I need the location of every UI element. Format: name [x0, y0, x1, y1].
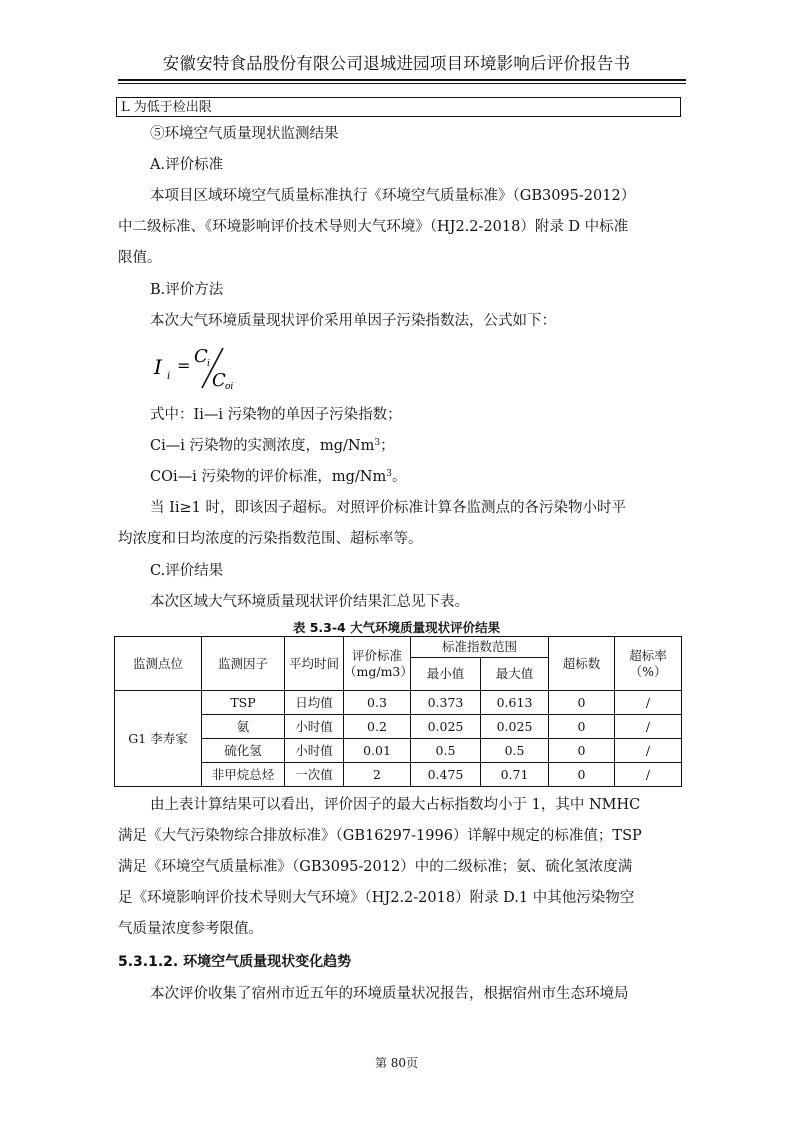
header-site: 监测点位: [115, 637, 202, 691]
exceed-count-cell: 0: [549, 715, 615, 739]
max-cell: 0.025: [481, 715, 549, 739]
definition-text: Ci—i 污染物的实测浓度，mg/Nm: [150, 438, 375, 454]
header-rule-thin: [118, 83, 686, 84]
subsection-c-title: C.评价结果: [150, 563, 224, 579]
factor-cell: 氨: [202, 715, 285, 739]
paragraph-line: 当 Ii≥1 时，即该因子超标。对照评价标准计算各监测点的各污染物小时平: [150, 500, 626, 516]
table-row: [115, 691, 682, 715]
standard-cell: 0.01: [344, 739, 411, 763]
table-caption: 表 5.3-4 大气环境质量现状评价结果: [292, 620, 501, 635]
formula-lhs-sub: i: [167, 371, 171, 382]
avg-time-cell: 小时值: [285, 715, 344, 739]
paragraph-line: 本次区域大气环境质量现状评价结果汇总见下表。: [150, 594, 469, 610]
formula-lhs: I: [154, 355, 162, 379]
paragraph-line: 由上表计算结果可以看出，评价因子的最大占标指数均小于 1，其中 NMHC: [150, 797, 641, 813]
avg-time-cell: 小时值: [285, 739, 344, 763]
definition-line: [150, 467, 406, 487]
exceed-count-cell: 0: [549, 739, 615, 763]
table-note: L 为低于检出限: [116, 97, 681, 117]
paragraph-line: 气质量浓度参考限值。: [118, 921, 263, 937]
unit-superscript: 3: [374, 438, 381, 448]
site-cell: G1 李寿家: [115, 691, 202, 787]
exceed-rate-cell: /: [615, 715, 682, 739]
exceed-count-cell: 0: [549, 691, 615, 715]
definition-text: COi—i 污染物的评价标准，mg/Nm: [150, 469, 387, 485]
standard-cell: 0.2: [344, 715, 411, 739]
formula-denominator: C: [212, 370, 226, 391]
formula-numerator: C: [194, 346, 208, 367]
paragraph-line: 满足《大气污染物综合排放标准》（GB16297-1996）详解中规定的标准值；TSP: [118, 828, 642, 844]
definition-punct: ；: [380, 438, 395, 454]
header-exceed-rate: 超标率（%）: [615, 637, 682, 691]
avg-time-cell: 日均值: [285, 691, 344, 715]
formula-eq: =: [177, 356, 191, 375]
header-avg-time: 平均时间: [285, 637, 344, 691]
definition-punct: 。: [391, 469, 407, 485]
formula-image: [150, 342, 250, 392]
definition-line: [150, 436, 395, 456]
results-table: [114, 636, 682, 787]
max-cell: 0.5: [481, 739, 549, 763]
standard-cell: 2: [344, 763, 411, 787]
factor-cell: 硫化氢: [202, 739, 285, 763]
avg-time-cell: 一次值: [285, 763, 344, 787]
formula-denominator-sub: oi: [225, 382, 234, 392]
header-rule-thick: [118, 79, 686, 81]
header-index-range: 标准指数范围: [411, 637, 549, 658]
header-standard: 评价标准（mg/m3）: [344, 637, 411, 691]
min-cell: 0.373: [411, 691, 481, 715]
subsection-heading: 5.3.1.2. 环境空气质量现状变化趋势: [118, 954, 352, 970]
paragraph-line: 中二级标准、《环境影响评价技术导则大气环境》（HJ2.2-2018）附录 D 中标准: [118, 219, 629, 235]
header-max: 最大值: [481, 658, 549, 691]
max-cell: 0.71: [481, 763, 549, 787]
exceed-count-cell: 0: [549, 763, 615, 787]
page-number: 第 80页: [374, 1056, 419, 1070]
header-factor: 监测因子: [202, 637, 285, 691]
subsection-a-title: A.评价标准: [150, 157, 224, 173]
header-min: 最小值: [411, 658, 481, 691]
paragraph-line: 限值。: [118, 250, 162, 266]
min-cell: 0.5: [411, 739, 481, 763]
standard-cell: 0.3: [344, 691, 411, 715]
header-exceed-count: 超标数: [549, 637, 615, 691]
subsection-b-title: B.评价方法: [150, 282, 224, 298]
paragraph-line: 本项目区域环境空气质量标准执行《环境空气质量标准》（GB3095-2012）: [150, 188, 636, 204]
exceed-rate-cell: /: [615, 691, 682, 715]
formula-numerator-sub: i: [207, 359, 210, 369]
exceed-rate-cell: /: [615, 763, 682, 787]
paragraph-line: 满足《环境空气质量标准》（GB3095-2012）中的二级标准；氨、硫化氢浓度满: [118, 859, 633, 875]
factor-cell: TSP: [202, 691, 285, 715]
paragraph-line: 本次大气环境质量现状评价采用单因子污染指数法，公式如下：: [150, 313, 556, 329]
min-cell: 0.475: [411, 763, 481, 787]
definition-line: 式中：Ii—i 污染物的单因子污染指数；: [150, 407, 402, 423]
min-cell: 0.025: [411, 715, 481, 739]
paragraph-line: 本次评价收集了宿州市近五年的环境质量状况报告，根据宿州市生态环境局: [150, 986, 629, 1002]
paragraph-line: 均浓度和日均浓度的污染指数范围、超标率等。: [118, 531, 423, 547]
exceed-rate-cell: /: [615, 739, 682, 763]
section-title: ⑤环境空气质量现状监测结果: [150, 126, 339, 142]
page-header-title: 安徽安特食品股份有限公司退城进园项目环境影响后评价报告书: [162, 54, 631, 73]
paragraph-line: 足《环境影响评价技术导则大气环境》（HJ2.2-2018）附录 D.1 中其他污染物空: [118, 890, 635, 906]
unit-superscript: 3: [386, 469, 392, 479]
max-cell: 0.613: [481, 691, 549, 715]
factor-cell: 非甲烷总烃: [202, 763, 285, 787]
